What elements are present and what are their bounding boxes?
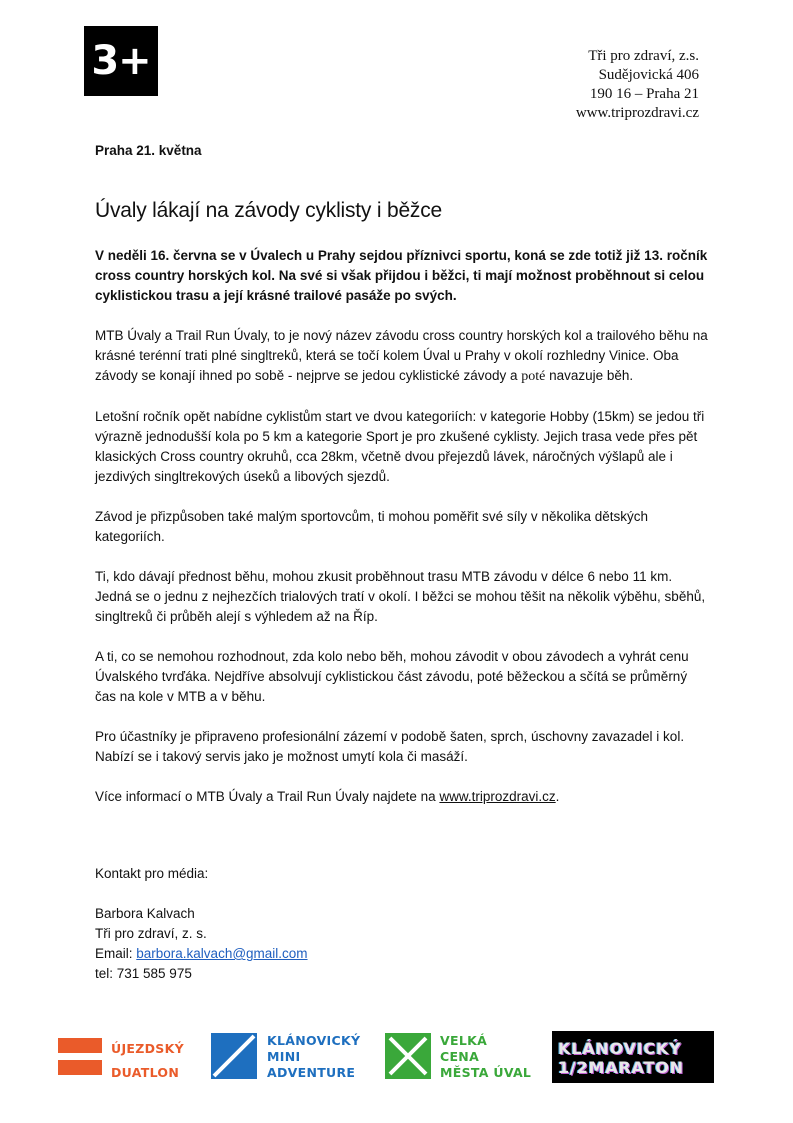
- dateline: Praha 21. května: [95, 143, 202, 158]
- logo-klanovicky-mini-adventure: [210, 1031, 370, 1083]
- address-street: Sudějovická 406: [598, 67, 699, 83]
- paragraph-2: Letošní ročník opět nabídne cyklistům start ve dvou kategoriích: v kategorie Hobby (15km) se jedou tři výrazně jednodušší kola po 5 km a kategorie Sport je pro zkušené cyklisty. Jejich trasa vede přes pět klasických Cross country okruhů, cca 28km, včetně dvou přejezdů lávek, náročných výšlapů ale i jezdivých singltrekových úseků a libových sjezdů.: [95, 409, 705, 484]
- adventure-line-3: ADVENTURE: [267, 1065, 356, 1080]
- paragraph-7: [95, 787, 709, 807]
- pulmaraton-line-1: KLÁNOVICKÝ: [558, 1039, 682, 1058]
- website-link[interactable]: www.triprozdravi.cz: [439, 789, 556, 804]
- duatlon-line-1: ÚJEZDSKÝ: [111, 1041, 184, 1056]
- duatlon-stripes-icon: [58, 1031, 102, 1083]
- paragraph-5: A ti, co se nemohou rozhodnout, zda kolo nebo běh, mohou závodit v obou závodech a vyhrát cenu Úvalského tvrďáka. Nejdříve absolvují cyklistickou část závodu, poté běžeckou a sčítá se průměrný čas na kole v MTB a v běhu.: [95, 649, 689, 704]
- paragraph-3: Závod je přizpůsoben také malým sportovcům, ti mohou poměřit své síly v několika dětských kategoriích.: [95, 509, 648, 544]
- contact-email-label: Email:: [95, 946, 137, 961]
- paragraph-1: [95, 326, 709, 387]
- adventure-line-2: MINI: [267, 1049, 301, 1064]
- address-org: Tři pro zdraví, z.s.: [588, 48, 699, 64]
- paragraph-1-end: navazuje běh.: [545, 368, 634, 383]
- contact-email-link[interactable]: barbora.kalvach@gmail.com: [136, 946, 308, 961]
- contact-spacer: [95, 884, 308, 904]
- address-web: www.triprozdravi.cz: [575, 105, 699, 121]
- duatlon-text: [111, 1041, 184, 1081]
- contact-name: Barbora Kalvach: [95, 906, 195, 921]
- article-body: [95, 246, 709, 827]
- media-contact: [95, 864, 308, 984]
- pulmaraton-line-2: 1/2MARATON: [558, 1058, 684, 1077]
- duatlon-line-2: DUATLON: [111, 1065, 180, 1080]
- headline: Úvaly lákají na závody cyklisty i běžce: [95, 199, 443, 222]
- paragraph-1-text: MTB Úvaly a Trail Run Úvaly, to je nový název závodu cross country horských kol a trailového běhu na krásné terénní trati plné singltreků, která se točí kolem Úval u Prahy v okolí rozhledny Vinice. Oba závody se konají ihned po sobě - nejprve se jedou cyklistické závody a: [95, 328, 708, 383]
- pulmaraton-text: [558, 1039, 684, 1077]
- adventure-text: [267, 1033, 360, 1081]
- paragraph-4: Ti, kdo dávají přednost běhu, mohou zkusit proběhnout trasu MTB závodu v délce 6 nebo 11 km. Jedná se o jednu z nejhezčích trialových tratí v okolí. I běžci se mohou těšit na několik výběhu, sběhů, singltreků či průběh alejí s výhledem až na Říp.: [95, 569, 706, 624]
- more-info-suffix: .: [555, 789, 560, 804]
- velka-cena-line-2: CENA: [440, 1049, 480, 1064]
- velka-cena-line-1: VELKÁ: [440, 1033, 488, 1048]
- velka-cena-line-3: MĚSTA ÚVAL: [440, 1065, 532, 1080]
- logo-klanovicky-pulmaraton: [552, 1031, 714, 1083]
- lead-paragraph: V neděli 16. června se v Úvalech u Prahy sejdou příznivci sportu, koná se zde totiž již 13. ročník cross country horských kol. Na své si však přijdou i běžci, ti mají možnost proběhnout si celou cyklistickou trasu a její krásné trailové pasáže po svých.: [95, 248, 708, 303]
- sponsor-logos: [58, 1031, 718, 1083]
- contact-email-row: [95, 944, 308, 964]
- contact-heading: Kontakt pro média:: [95, 866, 209, 881]
- logo-velka-cena-mesta-uval: [385, 1031, 532, 1083]
- velka-cena-text: [440, 1033, 531, 1081]
- adventure-line-1: KLÁNOVICKÝ: [267, 1033, 361, 1048]
- paragraph-1-serif-word: poté: [521, 369, 546, 384]
- logo-3plus: 3+: [84, 26, 158, 96]
- adventure-square-icon: [210, 1031, 260, 1083]
- more-info-text: Více informací o MTB Úvaly a Trail Run Úvaly najdete na: [95, 789, 440, 804]
- logo-ujezdsky-duatlon: [58, 1031, 198, 1083]
- velka-cena-x-icon: [385, 1031, 435, 1083]
- address-block: [576, 47, 699, 123]
- contact-org: Tři pro zdraví, z. s.: [95, 926, 207, 941]
- contact-phone: tel: 731 585 975: [95, 966, 192, 981]
- address-city: 190 16 – Praha 21: [589, 86, 699, 102]
- paragraph-6: Pro účastníky je připraveno profesionální zázemí v podobě šaten, sprch, úschovny zavazadel i kol. Nabízí se i takový servis jako je možnost umytí kola či masáží.: [95, 729, 685, 764]
